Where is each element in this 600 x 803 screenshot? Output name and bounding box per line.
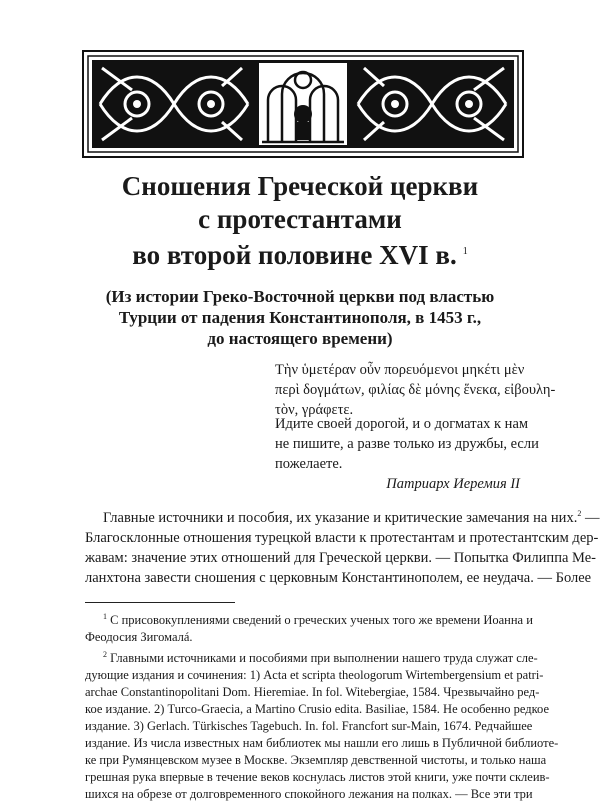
body-line: жавам: значение этих отношений для Греческой церкви. — Попытка Филиппа Ме- (85, 549, 596, 566)
subtitle-line-2: Турции от падения Константинополя, в 1453 г., (118, 308, 482, 327)
article-title-line-3-text: во второй половине XVI в. (132, 240, 457, 270)
body-line: Благосклонные отношения турецкой власти к протестантам и протестантским дер- (85, 529, 599, 546)
footnote-2-line (85, 646, 538, 667)
article-title-line-1: Сношения Греческой церкви (121, 171, 479, 201)
epigraph-greek (275, 360, 556, 420)
body-line: ланхтона завести сношения с церковным Константинополем, ее неудача. — Более (85, 569, 592, 586)
epigraph-author: Патриарх Иеремия II (386, 476, 520, 492)
footnote-2-text: Главными источниками и пособиями при выполнении нашего труда служат сле- (110, 651, 538, 666)
title-footnote-marker: 1 (462, 246, 468, 257)
epigraph-greek-line: τὸν, γράφετε. (275, 402, 354, 418)
footnote-divider (85, 602, 235, 603)
footnote-2-line: дующие издания и сочинения: 1) Acta et scripta theologorum Wirtembergensium et patri- (85, 668, 544, 683)
body-line (85, 504, 600, 528)
footnote-2-marker: 2 (103, 650, 107, 660)
epigraph-russian-line: Идите своей дорогой, и о догматах к нам (275, 416, 529, 432)
article-title-line-3 (0, 236, 600, 271)
footnote-ref-2: 2 (577, 509, 582, 518)
body-line-text: Главные источники и пособия, их указание и критические замечания на них. (103, 509, 578, 526)
subtitle-line-3: до настоящего времени) (207, 329, 393, 348)
body-line-dash: — (581, 509, 600, 526)
body-text (85, 504, 600, 588)
footnotes (85, 608, 559, 803)
epigraph-russian (275, 414, 539, 474)
epigraph-greek-line: Τὴν ὑμετέραν οὖν πορευόμενοι μηκέτι μὲν (275, 362, 525, 378)
subtitle-line-1: (Из истории Греко-Восточной церкви под властью (105, 287, 495, 306)
epigraph-greek-line: περὶ δογμάτων, φιλίας δὲ μόνης ἕνεκα, εἰβουλη- (275, 382, 556, 398)
article-title-line-2: с протестантами (198, 204, 402, 234)
footnote-2-line: издание. 3) Gerlach. Türkisches Tagebuch. In. fol. Francfort sur-Main, 1674. Редчайшее (85, 719, 533, 734)
footnote-2-line: archae Constantinopolitani Dom. Hieremiae. In fol. Witebergiae, 1584. Чрезвычайно ред- (85, 685, 540, 700)
footnote-2-line: грешная рука впервые в течение веков коснулась листов этой книги, уже почти склеив- (85, 770, 550, 785)
footnote-1-text: С присовокуплениями сведений о греческих ученых того же времени Иоанна и (110, 613, 533, 628)
footnote-2-line: шихся на обрезе от долговременного спокойного лежания на полках. — Все эти три (85, 787, 533, 802)
epigraph-russian-line: пожелаете. (275, 456, 343, 472)
footnote-2-line: издание. Из числа известных нам библиотек мы нашли его лишь в Публичной библиоте- (85, 736, 559, 751)
footnote-2-line: ке при Румянцевском музее в Москве. Экземпляр девственной чистоты, и только наша (85, 753, 547, 768)
footnote-1-line: Феодосия Зигомалá. (85, 630, 193, 645)
footnote-1-marker: 1 (103, 612, 107, 621)
ornamental-header-image (82, 50, 524, 158)
footnote-1-line (85, 608, 533, 629)
epigraph-russian-line: не пишите, а разве только из дружбы, если (275, 436, 539, 452)
footnote-2-line: кое издание. 2) Turco-Graecia, a Martino Crusio edita. Basiliae, 1584. Не особенно редкое (85, 702, 549, 717)
